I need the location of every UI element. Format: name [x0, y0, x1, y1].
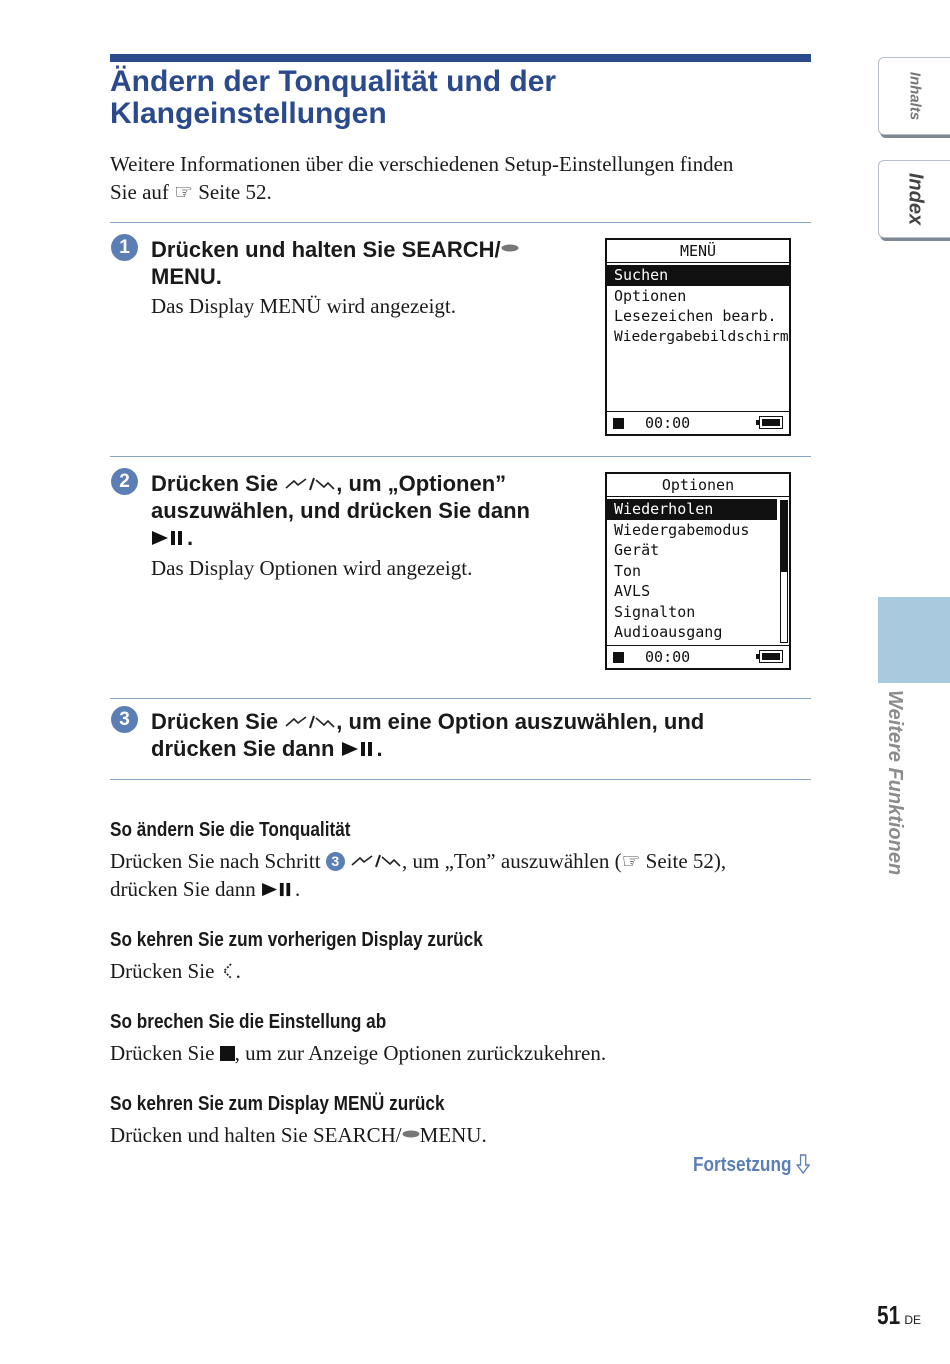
- title-line-1: Ändern der Tonqualität und der: [110, 65, 557, 98]
- screen-time: 00:00: [645, 414, 691, 432]
- oval-symbol-icon: [402, 1130, 420, 1138]
- screen-menu-list: [607, 263, 789, 347]
- section-body-previous-display: [110, 957, 810, 985]
- section-heading-tone-quality: So ändern Sie die Tonqualität: [110, 819, 351, 841]
- screen-status-bar: [607, 411, 789, 434]
- section-text: Drücken Sie: [110, 959, 215, 983]
- step-2-heading-pre: Drücken Sie: [151, 471, 279, 496]
- play-pause-icon: [151, 530, 187, 546]
- section-text: MENU.: [419, 1123, 487, 1147]
- step-2-heading-line2: auszuwählen, und drücken Sie dann: [151, 498, 530, 523]
- intro-reference: Seite 52.: [198, 180, 272, 204]
- divider: [110, 779, 811, 780]
- section-side-label: Weitere Funktionen: [884, 690, 906, 876]
- pointing-hand-icon: ☞: [174, 180, 193, 204]
- screen-item: Ton: [614, 561, 642, 580]
- section-text: , um „Ton” auszuwählen (: [402, 849, 622, 873]
- screen-title: MENÜ: [607, 240, 789, 263]
- section-text: Drücken und halten Sie SEARCH/: [110, 1123, 402, 1147]
- screen-item: Gerät: [614, 541, 660, 559]
- divider: [110, 222, 811, 223]
- oval-symbol-icon: [501, 244, 519, 252]
- page-number: [877, 1300, 921, 1331]
- step-1-body: Das Display MENÜ wird angezeigt.: [151, 294, 457, 318]
- down-arrow-icon: [796, 1154, 810, 1174]
- step-2-body: Das Display Optionen wird angezeigt.: [151, 556, 473, 580]
- section-text: drücken Sie dann: [110, 877, 256, 901]
- step-number-1: 1: [111, 234, 138, 261]
- battery-icon: [759, 650, 783, 663]
- section-text: .: [235, 959, 241, 983]
- section-reference: Seite 52),: [645, 849, 727, 873]
- screen-item: Wiedergabemodus: [614, 520, 750, 539]
- page-title: [110, 66, 810, 130]
- step-2-heading: [151, 470, 581, 551]
- intro-paragraph: [110, 150, 810, 206]
- page-language: DE: [904, 1313, 922, 1327]
- step-1-heading: [151, 236, 571, 290]
- step-2-heading-post: , um „Optionen”: [336, 471, 507, 496]
- screen-item-selected: Suchen: [607, 265, 789, 286]
- step-3-heading: [151, 708, 791, 762]
- section-body-cancel: [110, 1039, 810, 1067]
- screen-item: AVLS: [614, 582, 651, 600]
- divider: [110, 456, 811, 457]
- section-heading-cancel: So brechen Sie die Einstellung ab: [110, 1011, 387, 1033]
- section-text: .: [295, 877, 301, 901]
- back-arrow-icon: [220, 962, 236, 980]
- up-down-arrow-icon: [284, 714, 336, 730]
- pointing-hand-icon: ☞: [621, 849, 641, 873]
- section-heading-previous-display: So kehren Sie zum vorherigen Display zurück: [110, 929, 483, 951]
- stop-status-icon: [613, 418, 624, 429]
- step-1-heading-line1: Drücken und halten Sie SEARCH/: [151, 237, 501, 262]
- tab-index[interactable]: [878, 160, 950, 238]
- continuation-label: [693, 1154, 810, 1177]
- screen-item-selected: Wiederholen: [607, 499, 777, 520]
- section-text: , um zur Anzeige Optionen zurückzukehren.: [234, 1041, 607, 1065]
- screen-item: Lesezeichen bearb.: [614, 307, 777, 325]
- section-text: Drücken Sie: [110, 1041, 215, 1065]
- stop-icon: [220, 1046, 235, 1061]
- section-heading-menu-display: So kehren Sie zum Display MENÜ zurück: [110, 1093, 445, 1115]
- options-screen: [605, 472, 791, 670]
- menu-screen: [605, 238, 791, 436]
- section-body-menu-display: [110, 1121, 810, 1149]
- stop-status-icon: [613, 652, 624, 663]
- title-line-2: Klangeinstellungen: [110, 97, 387, 130]
- screen-time: 00:00: [645, 648, 691, 666]
- screen-options-list: [607, 497, 777, 643]
- step-number-2: 2: [111, 468, 138, 495]
- screen-item: Audioausgang: [614, 623, 723, 641]
- up-down-arrow-icon: [284, 476, 336, 492]
- tab-index-label: Index: [904, 172, 927, 226]
- screen-status-bar: [607, 645, 789, 668]
- section-marker: [878, 597, 950, 683]
- tab-contents[interactable]: [878, 57, 950, 135]
- tab-contents-label: Inhalts: [906, 71, 924, 121]
- step-2-heading-line3: .: [187, 525, 194, 550]
- page-number-value: 51: [877, 1300, 901, 1330]
- section-body-tone-quality: [110, 847, 810, 903]
- step-3-heading-line2-post: .: [376, 736, 383, 761]
- divider: [110, 698, 811, 699]
- screen-title: Optionen: [607, 474, 789, 497]
- screen-item: Wiedergabebildschirm: [614, 328, 789, 345]
- step-number-3-inline: 3: [326, 852, 345, 871]
- step-3-heading-pre: Drücken Sie: [151, 709, 279, 734]
- screen-item: Optionen: [614, 286, 687, 305]
- step-1-heading-line2: MENU.: [151, 264, 222, 289]
- section-text: Drücken Sie nach Schritt: [110, 849, 321, 873]
- screen-scrollbar-thumb: [781, 501, 787, 572]
- step-3-heading-line2-pre: drücken Sie dann: [151, 736, 335, 761]
- continuation-text: Fortsetzung: [693, 1154, 792, 1176]
- intro-line-2-pre: Sie auf: [110, 180, 169, 204]
- step-3-heading-post: , um eine Option auszuwählen, und: [336, 709, 705, 734]
- play-pause-icon: [261, 882, 295, 897]
- title-bar: [110, 54, 811, 62]
- step-number-3: 3: [111, 706, 138, 733]
- battery-icon: [759, 416, 783, 429]
- intro-line-1: Weitere Informationen über die verschiedenen Setup-Einstellungen finden: [110, 152, 734, 176]
- up-down-arrow-icon: [350, 853, 402, 869]
- screen-scrollbar: [780, 500, 788, 643]
- play-pause-icon: [341, 741, 377, 757]
- screen-item: Signalton: [614, 602, 696, 621]
